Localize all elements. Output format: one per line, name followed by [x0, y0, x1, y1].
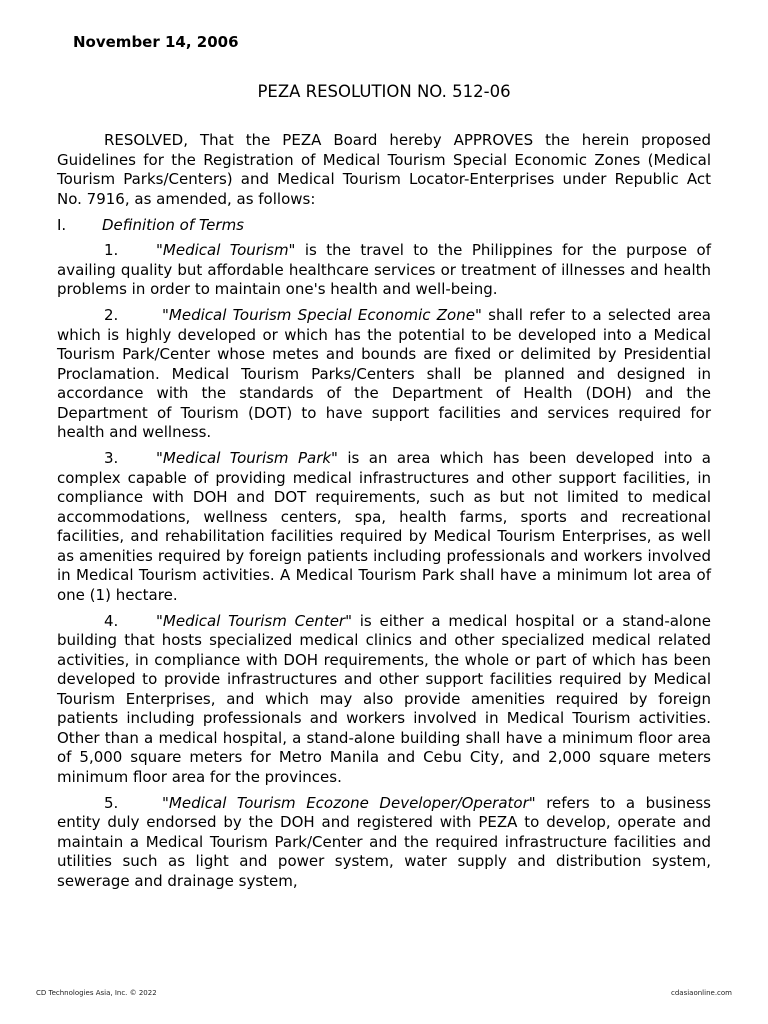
- definition-text: refers to a business entity duly endorsed by the DOH and registered with PEZA to develop, operate and maintain a Medical Tourism Park/Center and the required infrastructure facilities and utilities such as light and power system, water supply and distribution system, sewerage and drainage system,: [57, 793, 711, 890]
- definition-item: [57, 449, 711, 605]
- section-number: I.: [57, 215, 67, 234]
- resolution-title: PEZA RESOLUTION NO. 512-06: [257, 82, 511, 101]
- item-number: 1.: [104, 241, 119, 259]
- defined-term: "Medical Tourism Special Economic Zone": [162, 306, 482, 324]
- item-number: 4.: [104, 611, 119, 630]
- section-title: Definition of Terms: [102, 215, 245, 234]
- item-number: 5.: [104, 793, 119, 812]
- footer-website: cdasiaonline.com: [671, 989, 732, 997]
- definition-text: shall refer to a selected area which is highly developed or which has the potential to be developed into a Medical Tourism Park/Center whose metes and bounds are fixed or delimited by Presidential Proclamation. Medical Tourism Parks/Centers shall be planned and designed in accordance with the standards of the Department of Health (DOH) and the Department of Tourism (DOT) to have support facilities and services required for health and wellness.: [57, 306, 711, 441]
- footer-copyright: CD Technologies Asia, Inc. © 2022: [36, 989, 157, 997]
- defined-term: "Medical Tourism Park": [156, 449, 338, 467]
- item-number: 2.: [104, 306, 119, 324]
- definition-item: [57, 794, 711, 892]
- item-number: 3.: [104, 449, 119, 467]
- definition-item: [57, 306, 711, 443]
- document-date: November 14, 2006: [73, 33, 239, 51]
- definition-text: is an area which has been developed into a complex capable of providing medical infrastructures and other support facilities, in compliance with DOH and DOT requirements, such as but not limited to medical accommodations, wellness centers, spa, health farms, sports and recreational facilities, and rehabilitation facilities required by Medical Tourism Enterprises, as well as amenities required by foreign patients including professionals and workers involved in Medical Tourism activities. A Medical Tourism Park shall have a minimum lot area of one (1) hectare.: [57, 449, 711, 604]
- definition-item: [57, 612, 711, 788]
- definition-text: is either a medical hospital or a stand-alone building that hosts specialized medical clinics and other specialized medical related activities, in compliance with DOH requirements, the whole or part of which has been developed to provide infrastructures and other support facilities required by Medical Tourism Enterprises, and which may also provide amenities required by foreign patients including professionals and workers involved in Medical Tourism activities. Other than a medical hospital, a stand-alone building shall have a minimum floor area of 5,000 square meters for Metro Manila and Cebu City, and 2,000 square meters minimum floor area for the provinces.: [57, 611, 712, 786]
- section-heading: [57, 216, 711, 236]
- defined-term: "Medical Tourism Ecozone Developer/Operator": [162, 793, 536, 812]
- intro-paragraph: RESOLVED, That the PEZA Board hereby APPROVES the herein proposed Guidelines for the Registration of Medical Tourism Special Economic Zones (Medical Tourism Parks/Centers) and Medical Tourism Locator-Enterprises under Republic Act No. 7916, as amended, as follows:: [57, 131, 711, 208]
- defined-term: "Medical Tourism Center": [156, 611, 352, 630]
- definition-item: [57, 241, 711, 300]
- document-body: [57, 131, 711, 898]
- definition-text: is the travel to the Philippines for the purpose of availing quality but affordable healthcare services or treatment of illnesses and health problems in order to maintain one's health and well-being.: [57, 241, 711, 298]
- defined-term: "Medical Tourism": [156, 241, 296, 259]
